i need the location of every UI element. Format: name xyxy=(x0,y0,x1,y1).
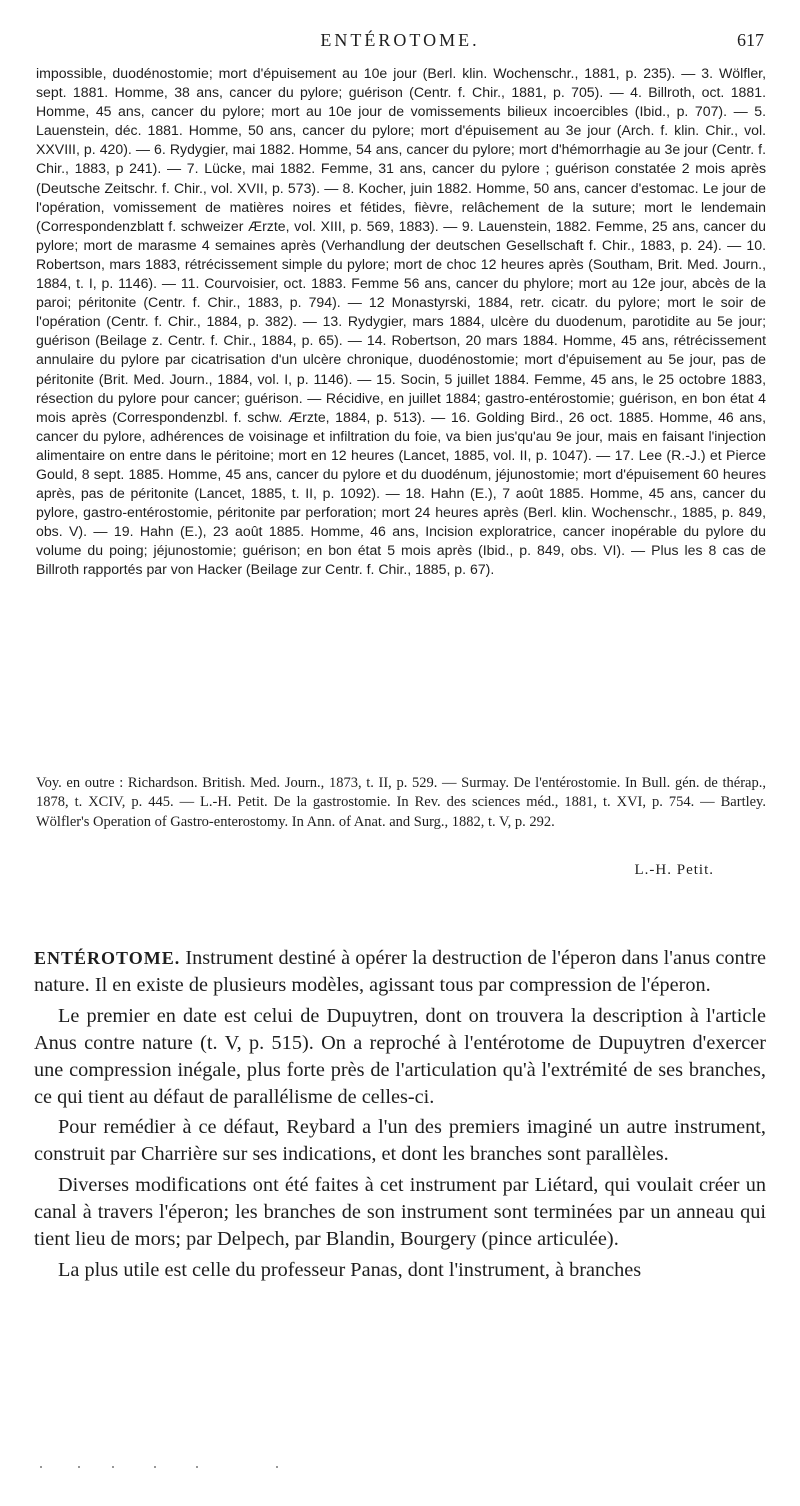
paragraph-text: Instrument destiné à opérer la destruction de l'éperon dans l'anus contre nature. Il en existe de plusieurs modèles, agissant tous par compression de l'éperon. xyxy=(34,947,766,996)
article-paragraph-5: La plus utile est celle du professeur Panas, dont l'instrument, à branches xyxy=(58,1258,642,1281)
author-signature: L.-H. Petit. xyxy=(634,862,714,878)
page-number: 617 xyxy=(737,30,764,50)
bibliography-text: impossible, duodénostomie; mort d'épuisement au 10e jour (Berl. klin. Wochenschr., 1881, p. 235). — 3. Wölfler, sept. 1881. Homme, 38 ans, cancer du pylore; guérison (Centr. f. Chir., 1881, p. 705). — 4. Billroth, oct. 1881. Homme, 45 ans, cancer du pylore; mort au 10e jour de vomissements bilieux incoercibles (Ibid., p. 707). — 5. Lauenstein, déc. 1881. Homme, 50 ans, cancer du pylore; mort d'épuisement au 3e jour (Arch. f. klin. Chir., vol. XXVIII, p. 420). — 6. Rydygier, mai 1882. Homme, 54 ans, cancer du pylore; mort d'hémorrhagie au 3e jour (Centr. f. Chir., 1883, p 241). — 7. Lücke, mai 1882. Femme, 31 ans, cancer du pylore ; guérison constatée 2 mois après (Deutsche Zeitschr. f. Chir., vol. XVII, p. 573). — 8. Kocher, juin 1882. Homme, 50 ans, cancer d'estomac. Le jour de l'opération, vomissement de matières noires et fétides, fièvre, relâchement de la suture; mort le lendemain (Correspondenzblatt f. schweizer Ærzte, vol. XIII, p. 569, 1883). — 9. Lauenstein, 1882. Femme, 25 ans, cancer du pylore; mort de marasme 4 semaines après (Verhandlung der deutschen Gesellschaft f. Chir., 1883, p. 24). — 10. Robertson, mars 1883, rétrécissement simple du pylore; mort de choc 12 heures après (Southam, Brit. Med. Journ., 1884, t. I, p. 1146). — 11. Courvoisier, oct. 1883. Femme 56 ans, cancer du phylore; mort au 12e jour, abcès de la paroi; péritonite (Centr. f. Chir., 1883, p. 794). — 12 Monastyrski, 1884, retr. cicatr. du pylore; mort le soir de l'opération (Centr. f. Chir., 1884, p. 382). — 13. Rydygier, mars 1884, ulcère du duodenum, parotidite au 5e jour; guérison (Beilage z. Centr. f. Chir., 1884, p. 65). — 14. Robertson, 20 mars 1884. Homme, 45 ans, rétrécissement annulaire du pylore par cicatrisation d'un ulcère chronique, duodénostomie; mort d'épuisement au 5e jour, pas de péritonite (Brit. Med. Journ., 1884, vol. I, p. 1146). — 15. Socin, 5 juillet 1884. Femme, 45 ans, le 25 octobre 1883, résection du pylore pour cancer; guérison. — Récidive, en juillet 1884; gastro-entérostomie; guérison, en bon état 4 mois après (Correspondenzbl. f. schw. Ærzte, 1884, p. 513). — 16. Golding Bird., 26 oct. 1885. Homme, 46 ans, cancer du pylore, adhérences de voisinage et infiltration du foie, va bien jus'qu'au 9e jour, mais en faisant l'injection alimentaire on entre dans le péritoine; mort en 12 heures (Lancet, 1885, vol. II, p. 1047). — 17. Lee (R.-J.) et Pierce Gould, 8 sept. 1885. Homme, 45 ans, cancer du pylore et du duodénum, jéjunostomie; mort d'épuisement 60 heures après, pas de péritonite (Lancet, 1885, t. II, p. 1092). — 18. Hahn (E.), 7 août 1885. Homme, 45 ans, cancer du pylore, gastro-entérostomie, péritonite par perforation; mort 24 heures après (Berl. klin. Wochenschr., 1885, p. 849, obs. V). — 19. Hahn (E.), 23 août 1885. Homme, 46 ans, Incision exploratrice, cancer inopérable du pylore du volume du poing; jéjunostomie; guérison; en bon état 5 mois après (Ibid., p. 849, obs. VI). — Plus les 8 cas de Billroth rapportés par von Hacker (Beilage zur Centr. f. Chir., 1885, p. 67). xyxy=(36,65,766,578)
running-title: ENTÉROTOME. xyxy=(320,30,480,50)
running-head xyxy=(36,30,764,52)
article-paragraph-2: Le premier en date est celui de Dupuytren, dont on trouvera la description à l'article Anus contre nature (t. V, p. 515). On a reproché à l'entérotome de Dupuytren d'exercer une compression inégale, plus forte près de l'articulation qu'à l'extrémité de ses branches, ce qui tient au défaut de parallélisme de celles-ci. xyxy=(34,1004,766,1108)
article-entry xyxy=(34,945,766,1288)
article-paragraph-3: Pour remédier à ce défaut, Reybard a l'un des premiers imaginé un autre instrument, construit par Charrière sur ses indications, et dont les branches sont parallèles. xyxy=(34,1116,766,1166)
see-also-text: Voy. en outre : Richardson. British. Med. Journ., 1873, t. II, p. 529. — Surmay. De l'entérostomie. In Bull. gén. de thérap., 1878, t. XCIV, p. 445. — L.-H. Petit. De la gastrostomie. In Rev. des sciences méd., 1881, t. XVI, p. 754. — Bartley. Wölfler's Operation of Gastro-enterostomy. In Ann. of Anat. and Surg., 1882, t. V, p. 292. xyxy=(36,775,766,830)
bibliography-block xyxy=(36,64,766,580)
see-also-block xyxy=(36,774,766,832)
article-paragraph-4: Diverses modifications ont été faites à cet instrument par Liétard, qui voulait créer un canal à travers l'éperon; les branches de son instrument sont terminées par un anneau qui tient lieu de mors; par Delpech, par Blandin, Bourgery (pince articulée). xyxy=(34,1174,766,1251)
headword: ENTÉROTOME. xyxy=(34,948,181,968)
footer-specks xyxy=(36,1466,766,1474)
article-paragraph-1 xyxy=(34,945,766,999)
